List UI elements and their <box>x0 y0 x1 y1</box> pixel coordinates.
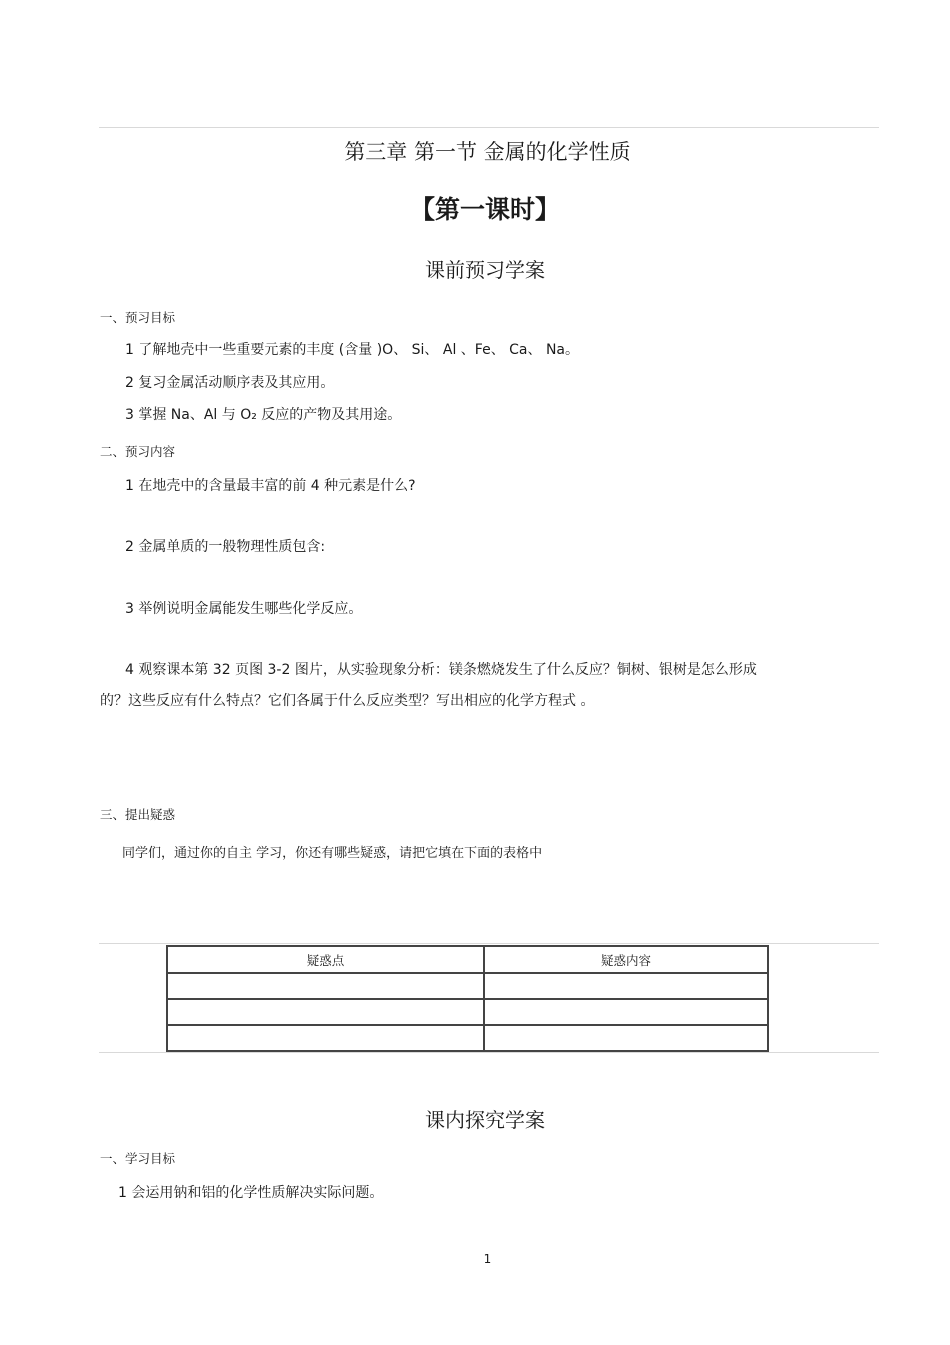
inclass-goal-item-1: 1 会运用钠和铝的化学性质解决实际问题。 <box>118 1185 384 1201</box>
content-item-1: 1 在地壳中的含量最丰富的前 4 种元素是什么? <box>125 478 416 494</box>
page-title: 第三章 第一节 金属的化学性质 <box>344 140 631 164</box>
table-cell[interactable] <box>167 999 484 1025</box>
section-3-label: 三、提出疑惑 <box>100 807 176 822</box>
table-row <box>167 1025 768 1051</box>
table-row <box>167 999 768 1025</box>
column-header-doubt-point: 疑惑点 <box>167 946 484 973</box>
table-cell[interactable] <box>484 1025 768 1051</box>
table-cell[interactable] <box>167 1025 484 1051</box>
table-cell[interactable] <box>484 973 768 999</box>
goal-item-2: 2 复习金属活动顺序表及其应用。 <box>125 375 335 391</box>
table-row <box>167 973 768 999</box>
table-cell[interactable] <box>167 973 484 999</box>
table-header-row <box>167 946 768 973</box>
preview-heading: 课前预习学案 <box>425 258 545 282</box>
section-1-label: 一、预习目标 <box>100 310 176 325</box>
content-item-4-line-1: 4 观察课本第 32 页图 3-2 图片，从实验现象分析：镁条燃烧发生了什么反应？铜树、银树是怎么形成 <box>125 662 757 678</box>
content-item-2: 2 金属单质的一般物理性质包含: <box>125 539 326 555</box>
table-top-rule <box>99 943 879 944</box>
page-number: 1 <box>483 1252 492 1266</box>
content-item-3: 3 举例说明金属能发生哪些化学反应。 <box>125 601 363 617</box>
doubt-table <box>166 945 769 1052</box>
inclass-goal-label: 一、学习目标 <box>100 1151 176 1166</box>
section-2-label: 二、预习内容 <box>100 444 176 459</box>
table-bottom-rule <box>99 1052 879 1053</box>
table-cell[interactable] <box>484 999 768 1025</box>
lesson-title: 【第一课时】 <box>409 195 560 224</box>
top-rule <box>99 127 879 128</box>
goal-item-1: 1 了解地壳中一些重要元素的丰度 (含量 )O、 Si、 Al 、Fe、 Ca、 Na。 <box>125 342 580 358</box>
goal-item-3: 3 掌握 Na、Al 与 O₂ 反应的产物及其用途。 <box>125 407 402 423</box>
column-header-doubt-content: 疑惑内容 <box>484 946 768 973</box>
inclass-heading: 课内探究学案 <box>425 1108 545 1132</box>
doubt-instruction: 同学们，通过你的自主 学习，你还有哪些疑惑，请把它填在下面的表格中 <box>122 846 543 861</box>
content-item-4-line-2: 的？这些反应有什么特点？它们各属于什么反应类型？写出相应的化学方程式 。 <box>100 693 595 709</box>
